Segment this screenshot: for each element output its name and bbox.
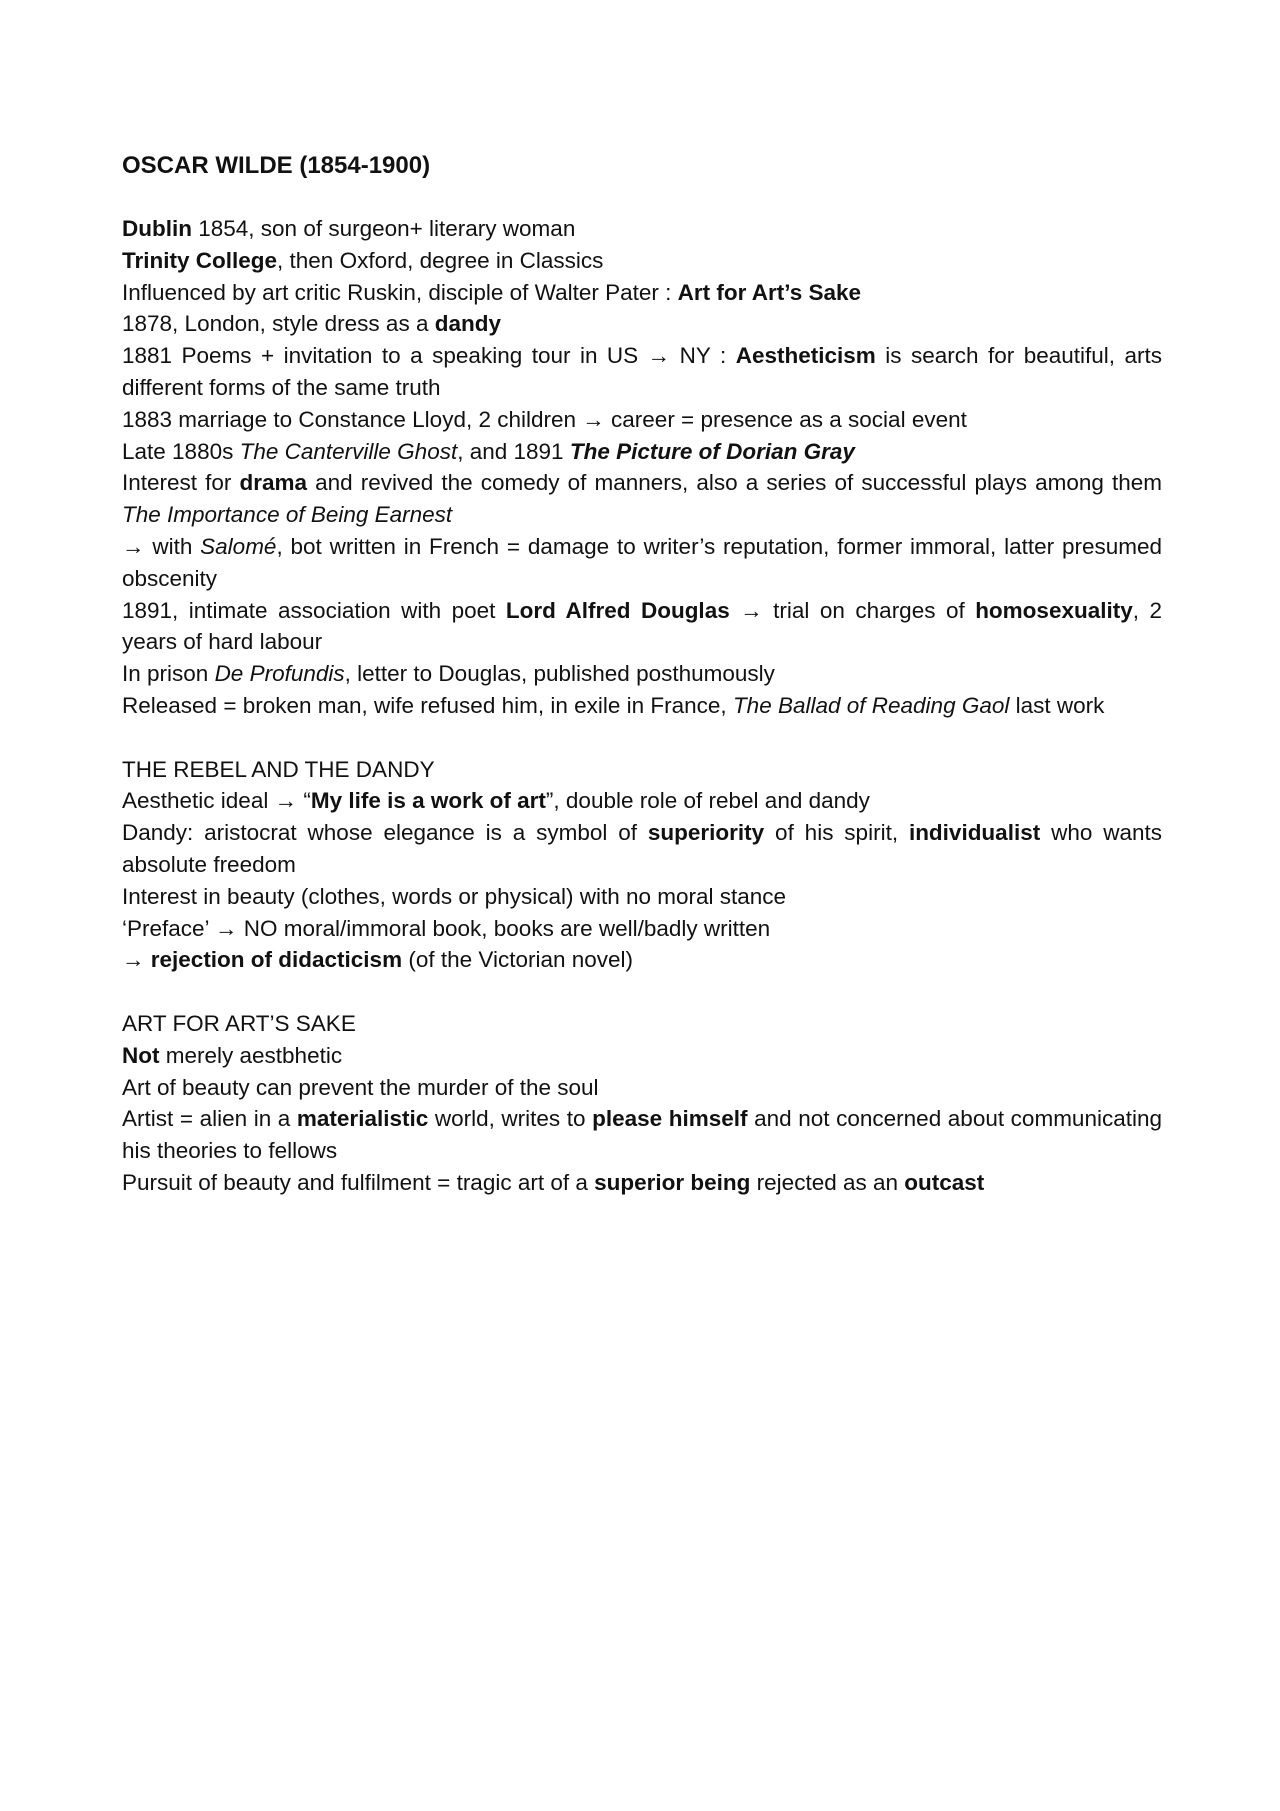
blank-line [122, 722, 1162, 754]
rebel-line-4: ‘Preface’ → NO moral/immoral book, books are well/badly written [122, 915, 771, 941]
bio-line-6: 1883 marriage to Constance Lloyd, 2 children → career = presence as a social event [122, 406, 967, 432]
rebel-line-3: Interest in beauty (clothes, words or physical) with no moral stance [122, 883, 787, 909]
rebel-line-2: Dandy: aristocrat whose elegance is a symbol of superiority of his spirit, individualist who wants absolute freedom [122, 820, 1162, 877]
artsake-line-2: Art of beauty can prevent the murder of the soul [122, 1074, 599, 1100]
arrow-icon: → [582, 406, 605, 432]
bio-line-11: In prison De Profundis, letter to Douglas, published posthumously [122, 661, 775, 687]
bio-line-7: Late 1880s The Canterville Ghost, and 1891 The Picture of Dorian Gray [122, 438, 855, 464]
bio-line-3: Influenced by art critic Ruskin, disciple of Walter Pater : Art for Art’s Sake [122, 279, 862, 305]
rebel-line-1: Aesthetic ideal → “My life is a work of art”, double role of rebel and dandy [122, 788, 870, 814]
bio-line-5: 1881 Poems + invitation to a speaking tour in US → NY : Aestheticism is search for beautiful, arts different forms of the same truth [122, 343, 1163, 400]
section-heading-rebel: THE REBEL AND THE DANDY [122, 756, 435, 782]
section-heading-art-for-arts-sake: ART FOR ART’S SAKE [122, 1010, 356, 1036]
bio-line-2: Trinity College, then Oxford, degree in Classics [122, 247, 604, 273]
artsake-line-1: Not merely aestbhetic [122, 1042, 343, 1068]
blank-line [122, 976, 1162, 1008]
bio-line-8: Interest for drama and revived the comedy of manners, also a series of successful plays among them The Importance of Being Earnest [122, 470, 1162, 528]
bio-line-9: → with Salomé, bot written in French = damage to writer’s reputation, former immoral, latter presumed obscenity [122, 533, 1162, 591]
bio-line-4: 1878, London, style dress as a dandy [122, 311, 501, 337]
artsake-line-3: Artist = alien in a materialistic world, writes to please himself and not concerned about communicating his theories to fellows [122, 1106, 1162, 1164]
arrow-icon: → [122, 533, 145, 559]
bio-line-10: 1891, intimate association with poet Lord Alfred Douglas → trial on charges of homosexuality, 2 years of hard labour [122, 597, 1162, 655]
arrow-icon: → [647, 343, 671, 369]
document-title: OSCAR WILDE (1854-1900) [122, 152, 431, 179]
artsake-line-4: Pursuit of beauty and fulfilment = tragic art of a superior being rejected as an outcast [122, 1169, 985, 1195]
arrow-icon: → [122, 947, 145, 973]
bio-line-12: Released = broken man, wife refused him, in exile in France, The Ballad of Reading Gaol last work [122, 692, 1105, 718]
arrow-icon: → [740, 597, 763, 623]
arrow-icon: → [274, 788, 298, 814]
arrow-icon: → [214, 915, 238, 941]
bio-line-1: Dublin 1854, son of surgeon+ literary woman [122, 216, 576, 241]
document-page [122, 150, 1162, 1199]
rebel-line-5: → rejection of didacticism (of the Victorian novel) [122, 947, 634, 973]
